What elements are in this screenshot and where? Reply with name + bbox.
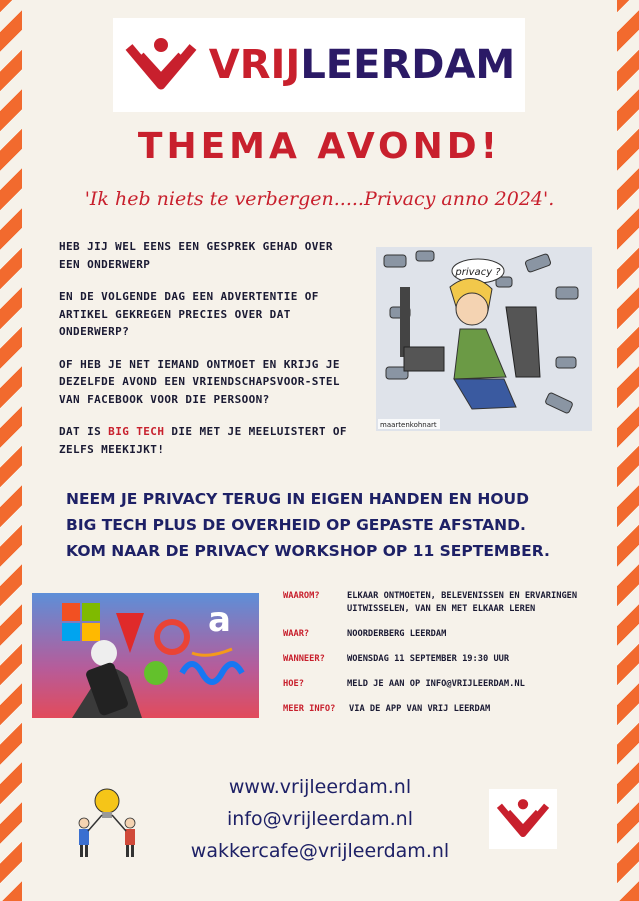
lightbulb-people-icon — [72, 785, 142, 859]
intro-text — [59, 238, 359, 473]
website-link[interactable]: www.vrijleerdam.nl — [228, 776, 412, 798]
striped-border-left — [0, 0, 22, 901]
speech-bubble-text: privacy ? — [455, 267, 501, 278]
detail-row: WANNEER? WOENSDAG 11 SEPTEMBER 19:30 UUR — [283, 654, 510, 664]
big-tech-highlight: BIG TECH — [108, 425, 165, 438]
intro-paragraph: OF HEB JE NET IEMAND ONTMOET EN KRIJG JE DEZELFDE AVOND EEN VRIENDSCHAPSVOOR-STEL VAN FACEBOOK VOOR DIE PERSOON? — [59, 357, 340, 406]
detail-row: MEER INFO? VIA DE APP VAN VRIJ LEERDAM — [283, 704, 491, 714]
intro-paragraph: DAT IS BIG TECH DIE MET JE MEELUISTERT OF ZELFS MEEKIJKT! — [59, 425, 347, 456]
call-to-action: NEEM JE PRIVACY TERUG IN EIGEN HANDEN EN HOUD BIG TECH PLUS DE OVERHEID OP GEPASTE AFSTAND. KOM NAAR DE PRIVACY WORKSHOP OP 11 SEPTEMBER. — [66, 490, 550, 560]
intro-paragraph: EN DE VOLGENDE DAG EEN ADVERTENTIE OF ARTIKEL GEKREGEN PRECIES OVER DAT ONDERWERP? — [59, 290, 319, 338]
heart-v-icon — [495, 795, 551, 843]
striped-border-right — [617, 0, 639, 901]
image-credit: maartenkohnart — [380, 421, 437, 429]
page-title: THEMA AVOND! — [137, 126, 502, 167]
vrijleerdam-small-logo — [489, 789, 557, 849]
svg-text:a: a — [208, 600, 231, 640]
event-details — [283, 590, 613, 728]
detail-row: WAAROM? ELKAAR ONTMOETEN, BELEVENISSEN EN ERVARINGEN UITWISSELEN, VAN EN MET ELKAAR LEREN — [283, 591, 578, 614]
big-tech-logos-image — [32, 593, 259, 718]
detail-row: HOE? MELD JE AAN OP INFO@VRIJLEERDAM.NL — [283, 679, 525, 689]
surveillance-cartoon-image — [376, 247, 592, 431]
heart-v-icon — [123, 33, 199, 97]
intro-paragraph: HEB JIJ WEL EENS EEN GESPREK GEHAD OVER EEN ONDERWERP — [59, 240, 333, 271]
logo-wordmark: VRIJLEERDAM — [208, 42, 516, 88]
vrijleerdam-logo — [113, 18, 525, 112]
wakkercafe-email-link[interactable]: wakkercafe@vrijleerdam.nl — [190, 840, 450, 862]
page-subtitle: 'Ik heb niets te verbergen.....Privacy anno 2024'. — [84, 188, 555, 210]
detail-row: WAAR? NOORDERBERG LEERDAM — [283, 629, 447, 639]
info-email-link[interactable]: info@vrijleerdam.nl — [227, 808, 413, 830]
